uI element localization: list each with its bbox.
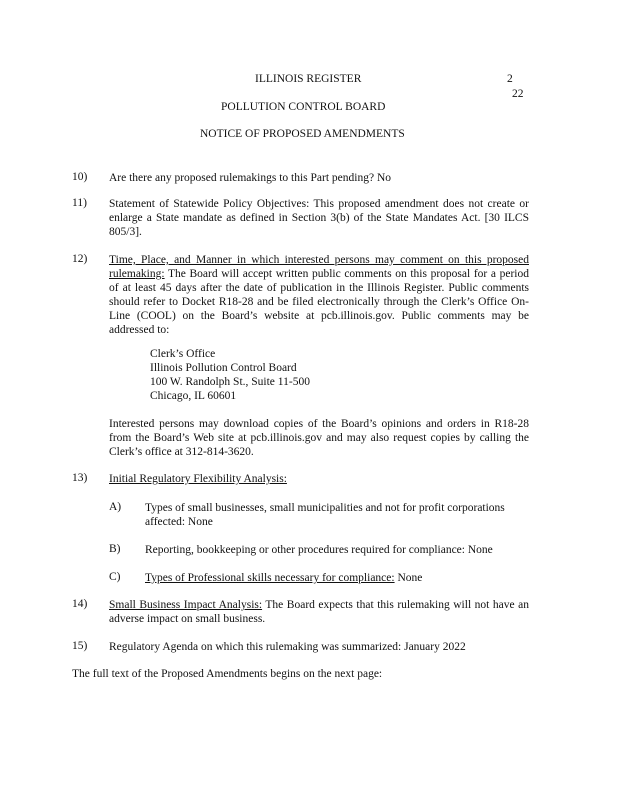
item-13c-heading: Types of Professional skills necessary for compliance:	[145, 572, 395, 584]
item-12-download-text: Interested persons may download copies of the Board’s opinions and orders in R18-28 from the Board’s Web site at pcb.illinois.gov and may also request copies by calling the Clerk’s office at 312-814-3620.	[109, 418, 529, 458]
item-13a-letter: A)	[109, 501, 122, 513]
full-text-note: The full text of the Proposed Amendments begins on the next page:	[72, 668, 383, 680]
item-13b-text: Reporting, bookkeeping or other procedures required for compliance: None	[145, 544, 493, 556]
item-13a-text: Types of small businesses, small municipalities and not for profit corporations affected: None	[145, 502, 505, 528]
item-13c-letter: C)	[109, 571, 121, 583]
item-13-heading-wrap	[109, 472, 529, 486]
board-title: POLLUTION CONTROL BOARD	[221, 101, 386, 113]
address-line-1: Clerk’s Office	[150, 348, 216, 360]
register-title: ILLINOIS REGISTER	[255, 73, 362, 85]
address-line-3: 100 W. Randolph St., Suite 11-500	[150, 376, 310, 388]
page-number-top: 2	[507, 73, 513, 85]
item-12-paragraph	[109, 253, 529, 337]
item-13-number: 13)	[72, 472, 88, 484]
address-line-4: Chicago, IL 60601	[150, 390, 237, 402]
item-12-number: 12)	[72, 253, 88, 265]
item-14-heading: Small Business Impact Analysis:	[109, 599, 263, 611]
item-13b-letter: B)	[109, 543, 121, 555]
clerk-address	[150, 347, 310, 403]
item-10-number: 10)	[72, 171, 88, 183]
item-13c-paragraph	[145, 571, 525, 585]
item-13c-text: None	[394, 572, 423, 584]
item-15-number: 15)	[72, 640, 88, 652]
page-number-bottom: 22	[512, 88, 524, 100]
item-11-text: Statement of Statewide Policy Objectives: This proposed amendment does not create or enlarge a State mandate as defined in Section 3(b) of the State Mandates Act. [30 ILCS 805/3].	[109, 198, 529, 238]
item-13-heading: Initial Regulatory Flexibility Analysis:	[109, 473, 287, 485]
item-12-heading: Time, Place, and Manner in which interested persons may comment on this proposed rulemaking:	[109, 254, 529, 280]
item-11-number: 11)	[72, 197, 87, 209]
item-12-text: The Board will accept written public comments on this proposal for a period of at least 45 days after the date of publication in the Illinois Register. Public comments should refer to Docket R18-28 and be filed electronically through the Clerk’s Office On-Line (COOL) on the Board’s website at pcb.illinois.gov. Public comments may be addressed to:	[109, 268, 529, 336]
address-line-2: Illinois Pollution Control Board	[150, 362, 297, 374]
item-15-text: Regulatory Agenda on which this rulemaking was summarized: January 2022	[109, 641, 466, 653]
item-14-paragraph	[109, 598, 529, 626]
item-14-number: 14)	[72, 598, 88, 610]
notice-title: NOTICE OF PROPOSED AMENDMENTS	[200, 128, 405, 140]
item-14-text: The Board expects that this rulemaking will not have an adverse impact on small business.	[109, 599, 529, 625]
item-10-text: Are there any proposed rulemakings to this Part pending? No	[109, 172, 392, 184]
